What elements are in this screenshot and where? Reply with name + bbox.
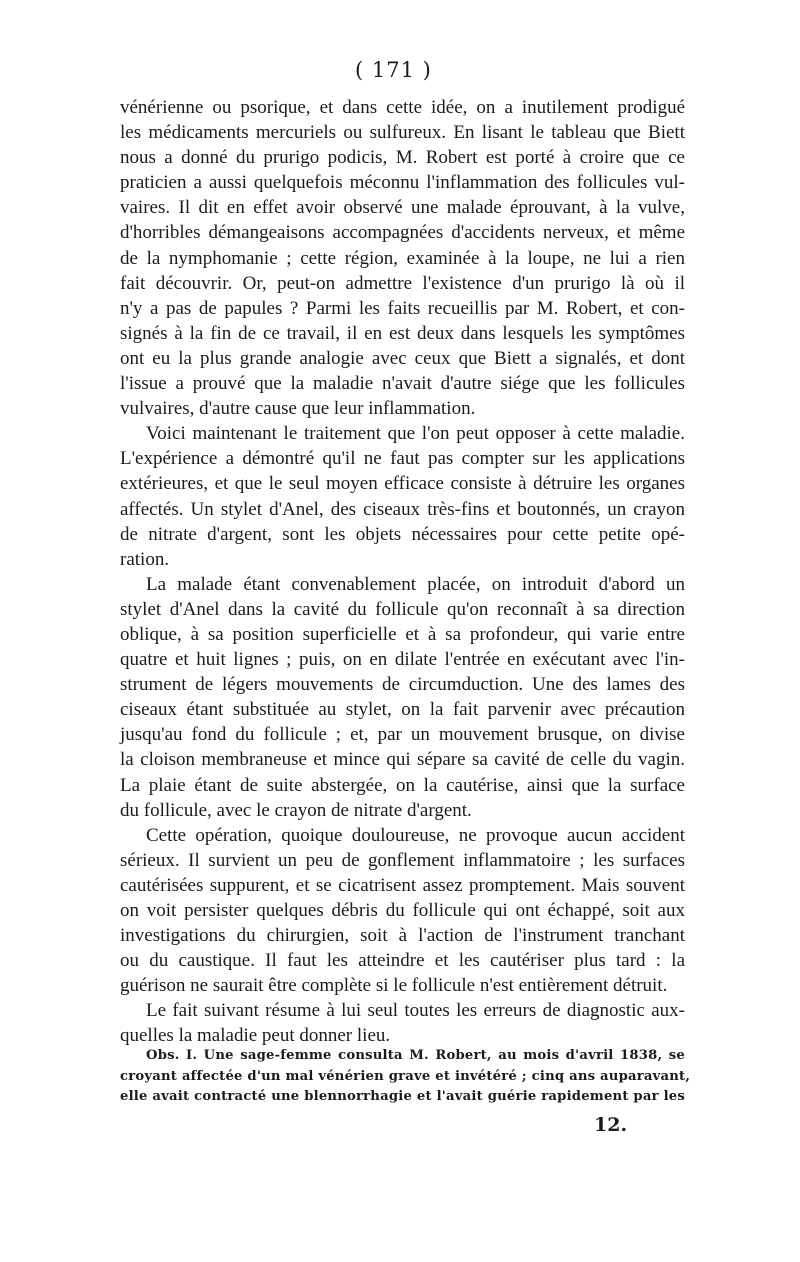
- observation-line: croyant affectée d'un mal vénérien grave et invétéré ; cinq ans auparavant,: [120, 1068, 691, 1084]
- text-line: vénérienne ou psorique, et dans cette idée, on a inutilement prodigué: [120, 97, 685, 118]
- text-line: strument de légers mouvements de circumduction. Une des lames des: [120, 674, 685, 696]
- text-line: ciseaux étant substituée au stylet, on la fait parvenir avec précaution: [120, 699, 685, 721]
- text-line: d'horribles démangeaisons accompagnées d'accidents nerveux, et même: [120, 222, 685, 244]
- text-line: La plaie étant de suite abstergée, on la cautérise, ainsi que la surface: [120, 774, 685, 796]
- text-line: ont eu la plus grande analogie avec ceux que Biett a signalés, et dont: [120, 347, 685, 369]
- text-line: oblique, à sa position superficielle et à sa profondeur, qui varie entre: [120, 623, 685, 645]
- text-line: Le fait suivant résume à lui seul toutes les erreurs de diagnostic aux-: [146, 1000, 685, 1022]
- text-line: nous a donné du prurigo podicis, M. Robert est porté à croire que ce: [120, 147, 685, 169]
- body-text: [120, 95, 685, 1049]
- text-line: investigations du chirurgien, soit à l'action de l'instrument tranchant: [120, 925, 685, 947]
- text-line: Voici maintenant le traitement que l'on peut opposer à cette maladie.: [146, 423, 685, 445]
- text-line: praticien a aussi quelquefois méconnu l'inflammation des follicules vul-: [120, 172, 685, 194]
- text-line: l'issue a prouvé que la maladie n'avait d'autre siége que les follicules: [120, 373, 685, 395]
- text-line: cautérisées suppurent, et se cicatrisent assez promptement. Mais souvent: [120, 874, 685, 896]
- text-line: vulvaires, d'autre cause que leur inflammation.: [120, 398, 476, 420]
- text-line: La malade étant convenablement placée, on introduit d'abord un: [146, 573, 685, 595]
- observation-block: [120, 1046, 691, 1108]
- text-line: sérieux. Il survient un peu de gonflement inflammatoire ; les surfaces: [120, 849, 685, 871]
- text-line: affectés. Un stylet d'Anel, des ciseaux très-fins et boutonnés, un crayon: [120, 498, 685, 520]
- text-line: jusqu'au fond du follicule ; et, par un mouvement brusque, on divise: [120, 724, 685, 746]
- text-line: signés à la fin de ce travail, il en est deux dans lesquels les symptômes: [120, 322, 685, 344]
- text-line: de nitrate d'argent, sont les objets nécessaires pour cette petite opé-: [120, 523, 685, 545]
- text-line: les médicaments mercuriels ou sulfureux. En lisant le tableau que Biett: [120, 122, 685, 144]
- text-line: fait découvrir. Or, peut-on admettre l'existence d'un prurigo là où il: [120, 272, 685, 294]
- text-line: guérison ne saurait être complète si le follicule n'est entièrement détruit.: [120, 975, 668, 997]
- text-line: n'y a pas de papules ? Parmi les faits recueillis par M. Robert, et con-: [120, 297, 685, 319]
- signature-mark: 12.: [594, 1114, 628, 1136]
- observation-line: Obs. I. Une sage-femme consulta M. Robert, au mois d'avril 1838, se: [146, 1048, 685, 1063]
- text-line: de la nymphomanie ; cette région, examinée à la loupe, ne lui a rien: [120, 247, 685, 269]
- text-line: vaires. Il dit en effet avoir observé une malade éprouvant, à la vulve,: [120, 197, 685, 219]
- text-line: la cloison membraneuse et mince qui sépare sa cavité de celle du vagin.: [120, 749, 685, 771]
- text-line: quelles la maladie peut donner lieu.: [120, 1025, 391, 1047]
- text-line: on voit persister quelques débris du follicule qui ont échappé, soit aux: [120, 900, 685, 921]
- text-line: ration.: [120, 548, 170, 570]
- text-line: du follicule, avec le crayon de nitrate d'argent.: [120, 799, 472, 821]
- page-number: ( 171 ): [355, 58, 432, 82]
- observation-line: elle avait contracté une blennorrhagie et l'avait guérie rapidement par les: [120, 1089, 685, 1104]
- text-line: extérieures, et que le seul moyen efficace consiste à détruire les organes: [120, 473, 685, 495]
- text-line: ou du caustique. Il faut les atteindre et les cautériser plus tard : la: [120, 950, 685, 972]
- text-line: L'expérience a démontré qu'il ne faut pas compter sur les applications: [120, 448, 685, 470]
- text-line: stylet d'Anel dans la cavité du follicule qu'on reconnaît à sa direction: [120, 598, 685, 620]
- text-line: Cette opération, quoique douloureuse, ne provoque aucun accident: [146, 824, 685, 846]
- text-line: quatre et huit lignes ; puis, on en dilate l'entrée en exécutant avec l'in-: [120, 649, 685, 671]
